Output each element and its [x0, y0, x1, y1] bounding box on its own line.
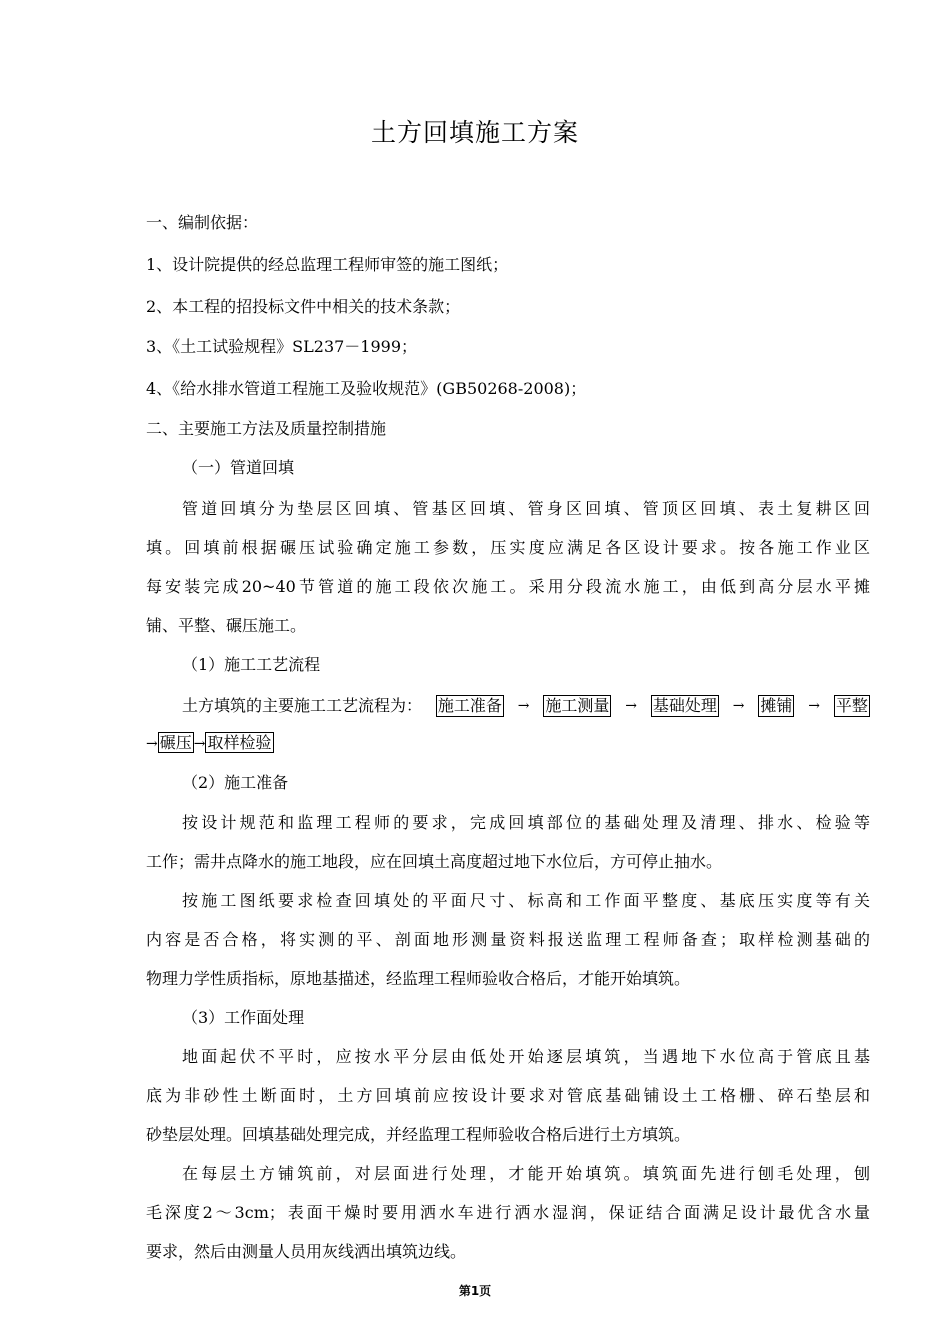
paragraph-line: 按施工图纸要求检查回填处的平面尺寸、标高和工作面平整度、基底压实度等有关: [182, 891, 870, 910]
paragraph-line: 在每层土方铺筑前，对层面进行处理，才能开始填筑。填筑面先进行刨毛处理，刨: [182, 1164, 870, 1183]
paragraph-line: 地面起伏不平时，应按水平分层由低处开始逐层填筑，当遇地下水位高于管底且基: [182, 1047, 870, 1066]
section-heading-basis: 一、编制依据：: [146, 213, 259, 232]
process-flow-line1: [182, 695, 870, 717]
paragraph-line: 铺、平整、碾压施工。: [146, 616, 307, 635]
paragraph-line: 内容是否合格，将实测的平、剖面地形测量资料报送监理工程师备查；取样检测基础的: [146, 930, 870, 949]
flow-intro: 土方填筑的主要施工工艺流程为：: [182, 696, 423, 715]
step-heading: （3）工作面处理: [182, 1008, 305, 1027]
arrow-right-icon: →: [732, 698, 745, 714]
step-heading: （2）施工准备: [182, 773, 289, 792]
arrow-right-icon: →: [808, 698, 821, 714]
paragraph-line: 填。回填前根据碾压试验确定施工参数，压实度应满足各区设计要求。按各施工作业区: [146, 538, 870, 557]
process-flow-line2: [146, 733, 274, 754]
flow-step-box: 基础处理: [652, 696, 717, 715]
section-heading-methods: 二、主要施工方法及质量控制措施: [146, 419, 387, 438]
subsection-heading: （一）管道回填: [182, 458, 295, 477]
paragraph-line: 按设计规范和监理工程师的要求，完成回填部位的基础处理及清理、排水、检验等: [182, 813, 870, 832]
paragraph-line: 底为非砂性土断面时，土方回填前应按设计要求对管底基础铺设土工格栅、碎石垫层和: [146, 1086, 870, 1105]
paragraph-line: 每安装完成20~40节管道的施工段依次施工。采用分段流水施工，由低到高分层水平摊: [146, 577, 870, 596]
basis-item: 2、本工程的招投标文件中相关的技术条款；: [146, 297, 461, 316]
flow-step-box: 碾压: [159, 733, 192, 752]
document-title: 土方回填施工方案: [370, 118, 579, 147]
page-number: 第1页: [458, 1284, 492, 1298]
paragraph-line: 毛深度2～3cm；表面干燥时要用洒水车进行洒水湿润，保证结合面满足设计最优含水量: [146, 1203, 870, 1222]
flow-step-box: 施工准备: [437, 696, 502, 715]
arrow-right-icon: →: [517, 698, 530, 714]
paragraph-line: 砂垫层处理。回填基础处理完成，并经监理工程师验收合格后进行土方填筑。: [146, 1125, 691, 1144]
arrow-right-icon: →: [625, 698, 638, 714]
arrow-right-icon: →: [193, 736, 206, 752]
flow-step-box: 施工测量: [545, 696, 610, 715]
basis-item: 4、《给水排水管道工程施工及验收规范》(GB50268-2008)；: [146, 379, 587, 398]
step-heading: （1）施工工艺流程: [182, 655, 321, 674]
flow-step-box: 取样检验: [207, 733, 272, 752]
basis-item: 3、《土工试验规程》SL237－1999；: [146, 337, 418, 356]
paragraph-line: 工作；需井点降水的施工地段，应在回填土高度超过地下水位后，方可停止抽水。: [146, 852, 723, 871]
arrow-right-icon: →: [146, 736, 158, 752]
paragraph-line: 管道回填分为垫层区回填、管基区回填、管身区回填、管顶区回填、表土复耕区回: [182, 499, 870, 518]
paragraph-line: 物理力学性质指标，原地基描述，经监理工程师验收合格后，才能开始填筑。: [146, 969, 691, 988]
basis-item: 1、设计院提供的经总监理工程师审签的施工图纸；: [146, 255, 509, 274]
flow-step-box: 平整: [835, 696, 868, 715]
paragraph-line: 要求，然后由测量人员用灰线洒出填筑边线。: [146, 1242, 467, 1261]
flow-step-box: 摊铺: [760, 696, 793, 715]
